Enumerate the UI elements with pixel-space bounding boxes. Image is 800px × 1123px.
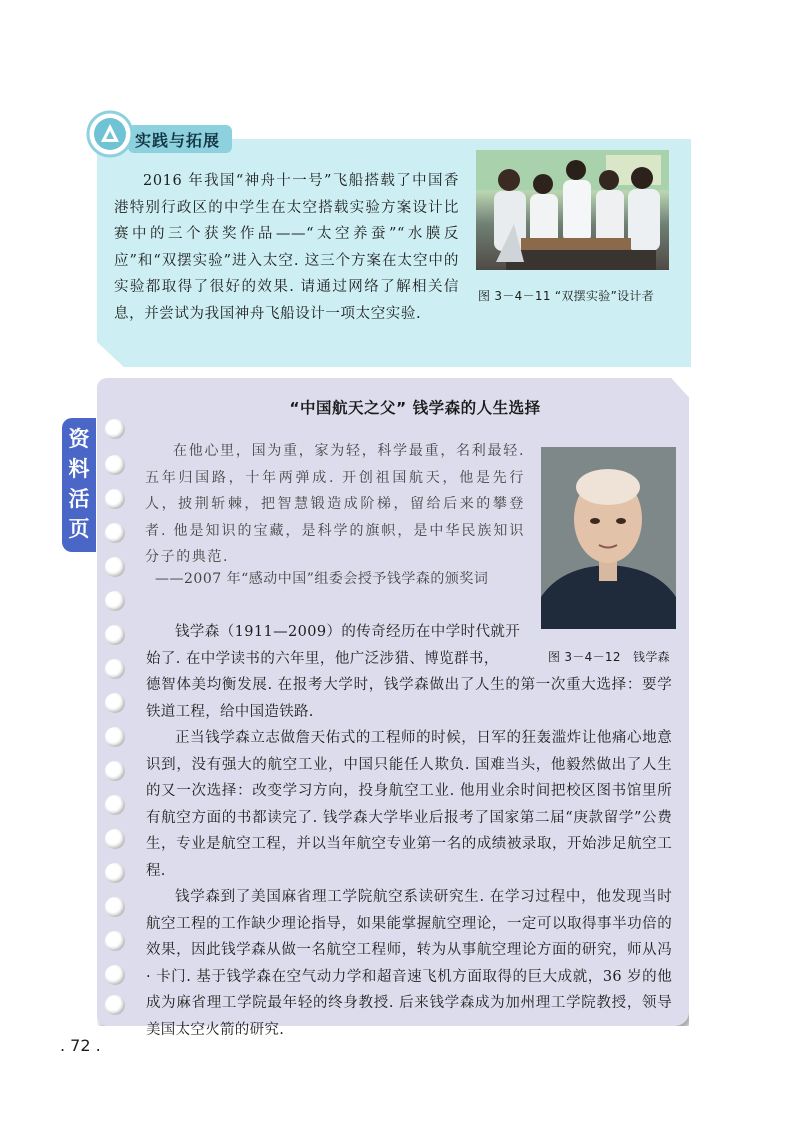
binder-ring bbox=[105, 693, 125, 713]
binder-ring bbox=[105, 489, 125, 509]
binder-ring bbox=[105, 591, 125, 611]
binder-ring bbox=[105, 455, 125, 475]
binder-ring bbox=[105, 761, 125, 781]
award-quote-source: ——2007 年“感动中国”组委会授予钱学森的颁奖词 bbox=[155, 571, 489, 587]
resource-tab-label: 资料活页 bbox=[68, 427, 90, 541]
binder-ring bbox=[105, 523, 125, 543]
biography-paragraph-2: 正当钱学森立志做詹天佑式的工程师的时候，日军的狂轰滥炸让他痛心地意识到，没有强大的航空工业，中国只能任人欺负. 国难当头，他毅然做出了人生的又一次选择：改变学习方向，投身航空工业. 他用业余时间把校区图书馆里所有航空方面的书都读完了. 钱学森大学毕业后报考了国家第二届“庚款留学”公费生，专业是航空工程，并以当年航空专业第一名的成绩被录取，开始涉足航空工程. bbox=[146, 730, 672, 879]
students-photo bbox=[476, 150, 669, 270]
binder-ring bbox=[105, 829, 125, 849]
award-quote: 在他心里，国为重，家为轻，科学最重，名利最轻. 五年归国路，十年两弹成. 开创祖国航天，他是先行人，披荆斩棘，把智慧锻造成阶梯，留给后来的攀登者. 他是知识的宝藏，是科学的旗帜，是中华民族知识分子的典范. bbox=[145, 443, 525, 565]
binder-ring bbox=[105, 625, 125, 645]
page-number: . 72 . bbox=[60, 1036, 101, 1055]
binder-ring bbox=[105, 419, 125, 439]
practice-logo-icon bbox=[86, 110, 134, 158]
biography-opening bbox=[146, 619, 531, 672]
biography-paragraph-3: 钱学森到了美国麻省理工学院航空系读研究生. 在学习过程中，他发现当时航空工程的工作缺少理论指导，如果能掌握航空理论，一定可以取得事半功倍的效果，因此钱学森从做一名航空工程师，转为从事航空理论方面的研究，师从冯 · 卡门. 基于钱学森在空气动力学和超音速飞机方面取得的巨大成就，36 岁的他成为麻省理工学院最年轻的终身教授. 后来钱学森成为加州理工学院教授，领导美国太空火箭的研究. bbox=[146, 889, 672, 1038]
binder-ring bbox=[105, 897, 125, 917]
portrait-caption: 图 3－4－12 钱学森 bbox=[548, 650, 670, 664]
binder-ring bbox=[105, 931, 125, 951]
students-photo-caption: 图 3－4－11 “双摆实验”设计者 bbox=[478, 289, 655, 303]
biography-line-2: 始了. 在中学读书的六年里，他广泛涉猎、博览群书， bbox=[146, 650, 499, 667]
binder-ring bbox=[105, 727, 125, 747]
binder-ring bbox=[105, 557, 125, 577]
qian-xuesen-portrait bbox=[541, 447, 676, 629]
binder-ring bbox=[105, 795, 125, 815]
resource-title: “中国航天之父” 钱学森的人生选择 bbox=[289, 399, 541, 417]
practice-text: 2016 年我国“神舟十一号”飞船搭载了中国香港特别行政区的中学生在太空搭载实验方案设计比赛中的三个获奖作品——“太空养蚕”“水膜反应”和“双摆实验”进入太空. 这三个方案在太空中的实验都取得了很好的效果. 请通过网络了解相关信息，并尝试为我国神舟飞船设计一项太空实验. bbox=[114, 173, 459, 322]
binder-ring bbox=[105, 659, 125, 679]
practice-title: 实践与拓展 bbox=[135, 131, 221, 150]
binder-ring bbox=[105, 995, 125, 1015]
binder-ring bbox=[105, 863, 125, 883]
biography-paragraph-1-rest: 德智体美均衡发展. 在报考大学时，钱学森做出了人生的第一次重大选择：要学铁道工程，给中国造铁路. bbox=[146, 677, 672, 720]
biography-body bbox=[146, 672, 672, 1043]
binder-ring bbox=[105, 965, 125, 985]
biography-line-1: 钱学森（1911—2009）的传奇经历在中学时代就开 bbox=[175, 624, 521, 640]
